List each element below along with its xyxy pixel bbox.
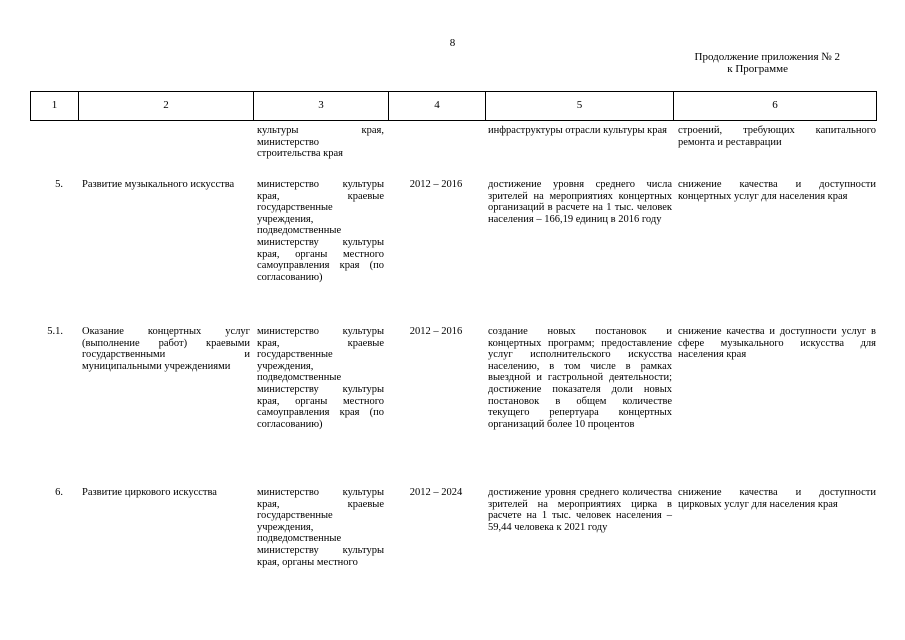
appendix-caption <box>650 51 840 75</box>
column-header-table <box>30 91 877 121</box>
cell-consequence: строений, требующих капитального ремонта и реставрации <box>678 125 876 148</box>
cell-period: 2012 – 2016 <box>409 179 463 190</box>
column-header-row <box>31 92 877 121</box>
page-number: 8 <box>449 37 456 49</box>
appendix-line-2: к Программе <box>727 63 788 75</box>
cell-executor: министерство культуры края, краевые государственные учреждения, подведомственные министерству культуры края, органы местного самоуправления края (по согласованию) <box>257 326 384 430</box>
column-header-6: 6 <box>674 92 877 121</box>
cell-executor: культуры края, министерство строительства края <box>257 125 384 160</box>
cell-result: достижение уровня среднего числа зрителей на мероприятиях концертных организаций в расчете на 1 тыс. человек населения – 166,19 единиц в 2016 году <box>488 179 672 225</box>
cell-consequence: снижение качества и доступности цирковых услуг для населения края <box>678 487 876 510</box>
cell-result: создание новых постановок и концертных программ; предоставление услуг исполнительского искусства населению, в том числе в рамках выездной и гастрольной деятельности; достижение показателя доли новых постановок в общем количестве текущего репертуара концертных организаций более 10 процентов <box>488 326 672 430</box>
cell-consequence: снижение качества и доступности концертных услуг для населения края <box>678 179 876 202</box>
cell-executor: министерство культуры края, краевые государственные учреждения, подведомственные министерству культуры края, органы местного <box>257 487 384 568</box>
cell-result: достижение уровня среднего количества зрителей на мероприятиях цирка в расчете на 1 тыс. человек населения – 59,44 человека к 2021 году <box>488 487 672 533</box>
column-header-4: 4 <box>389 92 486 121</box>
cell-result: инфраструктуры отрасли культуры края <box>488 125 668 136</box>
cell-number: 6. <box>55 487 63 498</box>
column-header-5: 5 <box>486 92 674 121</box>
cell-number: 5.1. <box>47 326 63 337</box>
cell-name: Оказание концертных услуг (выполнение работ) краевыми государственными и муниципальными учреждениями <box>82 326 250 372</box>
cell-name: Развитие музыкального искусства <box>82 179 235 190</box>
appendix-line-1: Продолжение приложения № 2 <box>694 51 840 63</box>
cell-period: 2012 – 2016 <box>409 326 463 337</box>
cell-number: 5. <box>55 179 63 190</box>
cell-period: 2012 – 2024 <box>409 487 463 498</box>
cell-consequence: снижение качества и доступности услуг в сфере музыкального искусства для населения края <box>678 326 876 361</box>
cell-executor: министерство культуры края, краевые государственные учреждения, подведомственные министерству культуры края, органы местного самоуправления края (по согласованию) <box>257 179 384 283</box>
column-header-1: 1 <box>31 92 79 121</box>
column-header-2: 2 <box>79 92 254 121</box>
cell-name: Развитие циркового искусства <box>82 487 217 498</box>
column-header-3: 3 <box>254 92 389 121</box>
